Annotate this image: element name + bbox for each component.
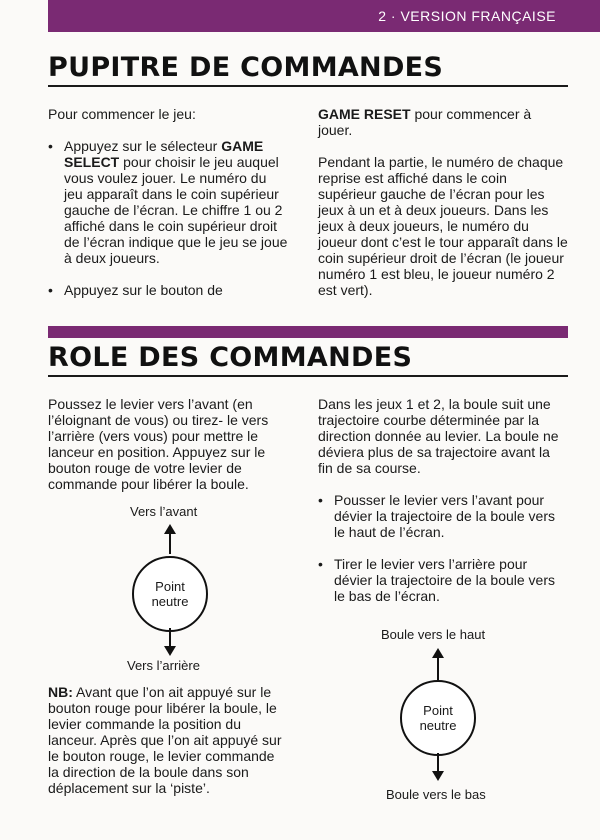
- arrow-up-icon: [431, 648, 445, 680]
- arrow-up-icon: [163, 524, 177, 554]
- section1-title: PUPITRE DE COMMANDES: [48, 52, 444, 83]
- section2-rule: [48, 375, 568, 377]
- nb-text-block: [48, 684, 288, 796]
- section1-right-para: Pendant la partie, le numéro de chaque reprise est affiché dans le coin supérieur gauche de l’écran pour les jeux à un et à deux joueurs. Dans les jeux à deux joueurs, le numéro du joueur dont c’est le tour apparaît dans le coin supérieur droit de l’écran (le joueur numéro 1 est bleu, le joueur numéro 2 est vert).: [318, 154, 568, 298]
- section1-right-cont: [318, 106, 568, 138]
- diagram2-center-line1: Point: [423, 703, 453, 718]
- section1-rule: [48, 85, 568, 87]
- section1-left-column: [48, 106, 288, 298]
- bullet1-pre: Appuyez sur le sélecteur: [64, 138, 222, 154]
- diagram1-neutral-circle: [132, 556, 208, 632]
- section2-bullet-1: • Pousser le levier vers l’avant pour dévier la trajectoire de la boule vers le haut de l’écran.: [318, 492, 568, 540]
- arrow-down-icon: [163, 628, 177, 656]
- nb-label: NB:: [48, 684, 73, 700]
- section1-intro: Pour commencer le jeu:: [48, 106, 196, 122]
- section-label: 2 · VERSION FRANÇAISE: [378, 8, 556, 24]
- header-bar: [48, 0, 600, 32]
- diagram1-top-label: Vers l’avant: [130, 504, 198, 519]
- game-reset-cont: pour commencer à jouer.: [318, 106, 532, 138]
- diagram1-center-line2: neutre: [151, 594, 189, 609]
- arrow-down-icon: [431, 753, 445, 781]
- section2-right-column: [318, 396, 568, 604]
- bullet1-bold: GAME SELECT: [64, 138, 264, 170]
- section1-right-column: [318, 106, 568, 298]
- nb-paragraph: [48, 684, 288, 796]
- section2-bar: [48, 326, 568, 338]
- section1-bullet-2: • Appuyez sur le bouton de: [48, 282, 288, 298]
- section1-bullet-1: [48, 138, 288, 266]
- section2-right-para: Dans les jeux 1 et 2, la boule suit une trajectoire courbe déterminée par la direction donnée au levier. La boule ne déviera plus de sa trajectoire avant la fin de sa course.: [318, 396, 559, 476]
- section2-title: ROLE DES COMMANDES: [48, 342, 413, 373]
- diagram1-bottom-label: Vers l’arrière: [127, 658, 200, 673]
- diagram2-bottom-label: Boule vers le bas: [386, 787, 486, 802]
- game-reset-bold: GAME RESET: [318, 106, 411, 122]
- diagram2-neutral-circle: [400, 680, 476, 756]
- diagram2-top-label: Boule vers le haut: [381, 627, 486, 642]
- nb-text: Avant que l’on ait appuyé sur le bouton rouge pour libérer la boule, le levier commande la position du lanceur. Après que l’on ait appuyé sur le bouton rouge, le levier commande la direction de la boule dans son déplacement sur la ‘piste’.: [48, 684, 282, 796]
- diagram1-center-line1: Point: [155, 579, 185, 594]
- diagram2-center-line2: neutre: [419, 718, 457, 733]
- section2-bullet-2: • Tirer le levier vers l’arrière pour dévier la trajectoire de la boule vers le bas de l’écran.: [318, 556, 568, 604]
- section2-left-para: Poussez le levier vers l’avant (en l’éloignant de vous) ou tirez- le vers l’arrière (vers vous) pour mettre le lanceur en position. Appuyez sur le bouton rouge de votre levier de commande pour libérer la boule.: [48, 396, 269, 492]
- bullet1-post: pour choisir le jeu auquel vous voulez jouer. Le numéro du jeu apparaît dans le coin supérieur gauche de l’écran. Le chiffre 1 ou 2 affiché dans le coin supérieur droit de l’écran indique que le jeu se joue à deux joueurs.: [64, 154, 288, 266]
